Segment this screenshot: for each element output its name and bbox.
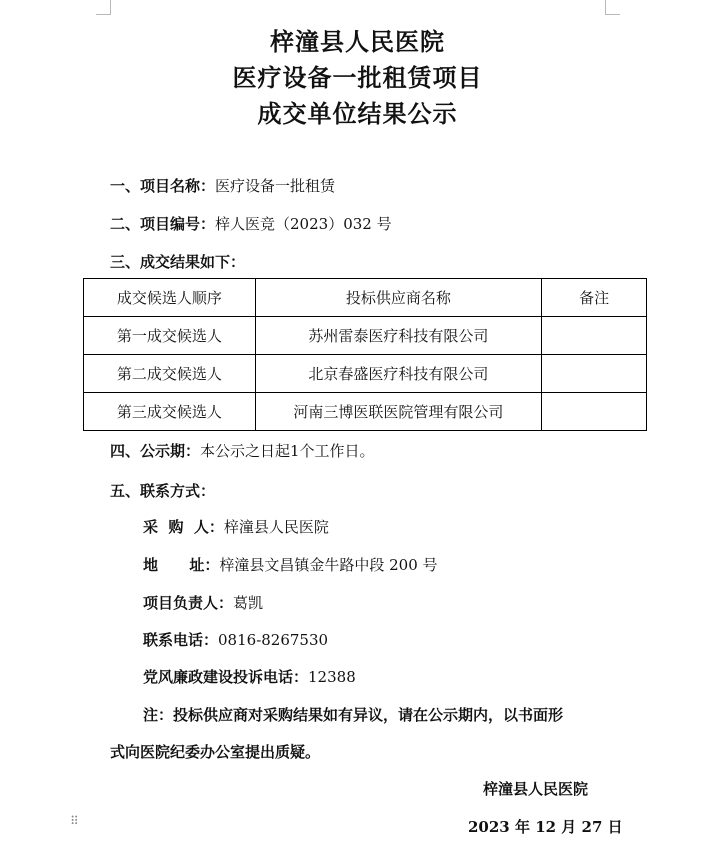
project-name-line: [110, 175, 335, 196]
manager-line: [143, 592, 263, 613]
table-header-row: [84, 279, 647, 317]
phone-label: 联系电话：: [143, 631, 219, 649]
manager-label: 项目负责人：: [143, 594, 234, 612]
announce-value: 本公示之日起1个工作日。: [200, 442, 375, 460]
table-cell: 苏州雷泰医疗科技有限公司: [255, 317, 541, 355]
buyer-line: [143, 516, 329, 537]
complaint-label: 党风廉政建设投诉电话：: [143, 668, 309, 686]
table-cell: 河南三博医联医院管理有限公司: [255, 393, 541, 431]
manager-value: 葛凯: [233, 594, 264, 612]
address-label: 地 址：: [143, 556, 220, 574]
crop-mark-top-left: [96, 0, 111, 15]
table-cell: 第三成交候选人: [84, 393, 256, 431]
crop-mark-top-right: [605, 0, 620, 15]
table-row: [84, 355, 647, 393]
announce-line: [110, 440, 375, 461]
signature-org: 梓潼县人民医院: [483, 780, 589, 798]
address-value: 梓潼县文昌镇金牛路中段 200 号: [219, 556, 438, 574]
phone-value: 0816-8267530: [218, 631, 329, 649]
buyer-label: 采 购 人：: [143, 518, 224, 536]
buyer-value: 梓潼县人民医院: [223, 518, 329, 536]
address-line: [143, 554, 438, 575]
table-header-cell: 成交候选人顺序: [84, 279, 256, 317]
project-name-value: 医疗设备一批租赁: [215, 177, 336, 195]
complaint-line: [143, 666, 356, 687]
complaint-value: 12388: [308, 668, 356, 686]
announce-label: 四、公示期：: [110, 442, 201, 460]
doc-title-line3: 成交单位结果公示: [257, 99, 458, 128]
doc-title-line2: 医疗设备一批租赁项目: [232, 63, 483, 92]
table-cell: 第二成交候选人: [84, 355, 256, 393]
project-no-line: [110, 213, 392, 234]
table-header-cell: 备注: [542, 279, 647, 317]
phone-line: [143, 629, 328, 650]
table-cell: [542, 355, 647, 393]
table-cell: [542, 393, 647, 431]
table-row: [84, 317, 647, 355]
drag-handle-icon[interactable]: ⠿: [70, 814, 80, 828]
table-cell: 北京春盛医疗科技有限公司: [255, 355, 541, 393]
result-heading: 三、成交结果如下：: [110, 253, 246, 271]
note-line1: 注：投标供应商对采购结果如有异议，请在公示期内，以书面形: [143, 706, 564, 724]
table-cell: 第一成交候选人: [84, 317, 256, 355]
result-table: [83, 278, 647, 431]
project-no-label: 二、项目编号：: [110, 215, 216, 233]
table-cell: [542, 317, 647, 355]
contact-heading: 五、联系方式：: [110, 482, 216, 500]
table-header-cell: 投标供应商名称: [255, 279, 541, 317]
project-name-label: 一、项目名称：: [110, 177, 216, 195]
doc-title-line1: 梓潼县人民医院: [270, 27, 445, 56]
signature-date: 2023 年 12 月 27 日: [468, 818, 623, 836]
project-no-value: 梓人医竞（2023）032 号: [215, 215, 392, 233]
note-line2: 式向医院纪委办公室提出质疑。: [110, 743, 321, 761]
table-row: [84, 393, 647, 431]
